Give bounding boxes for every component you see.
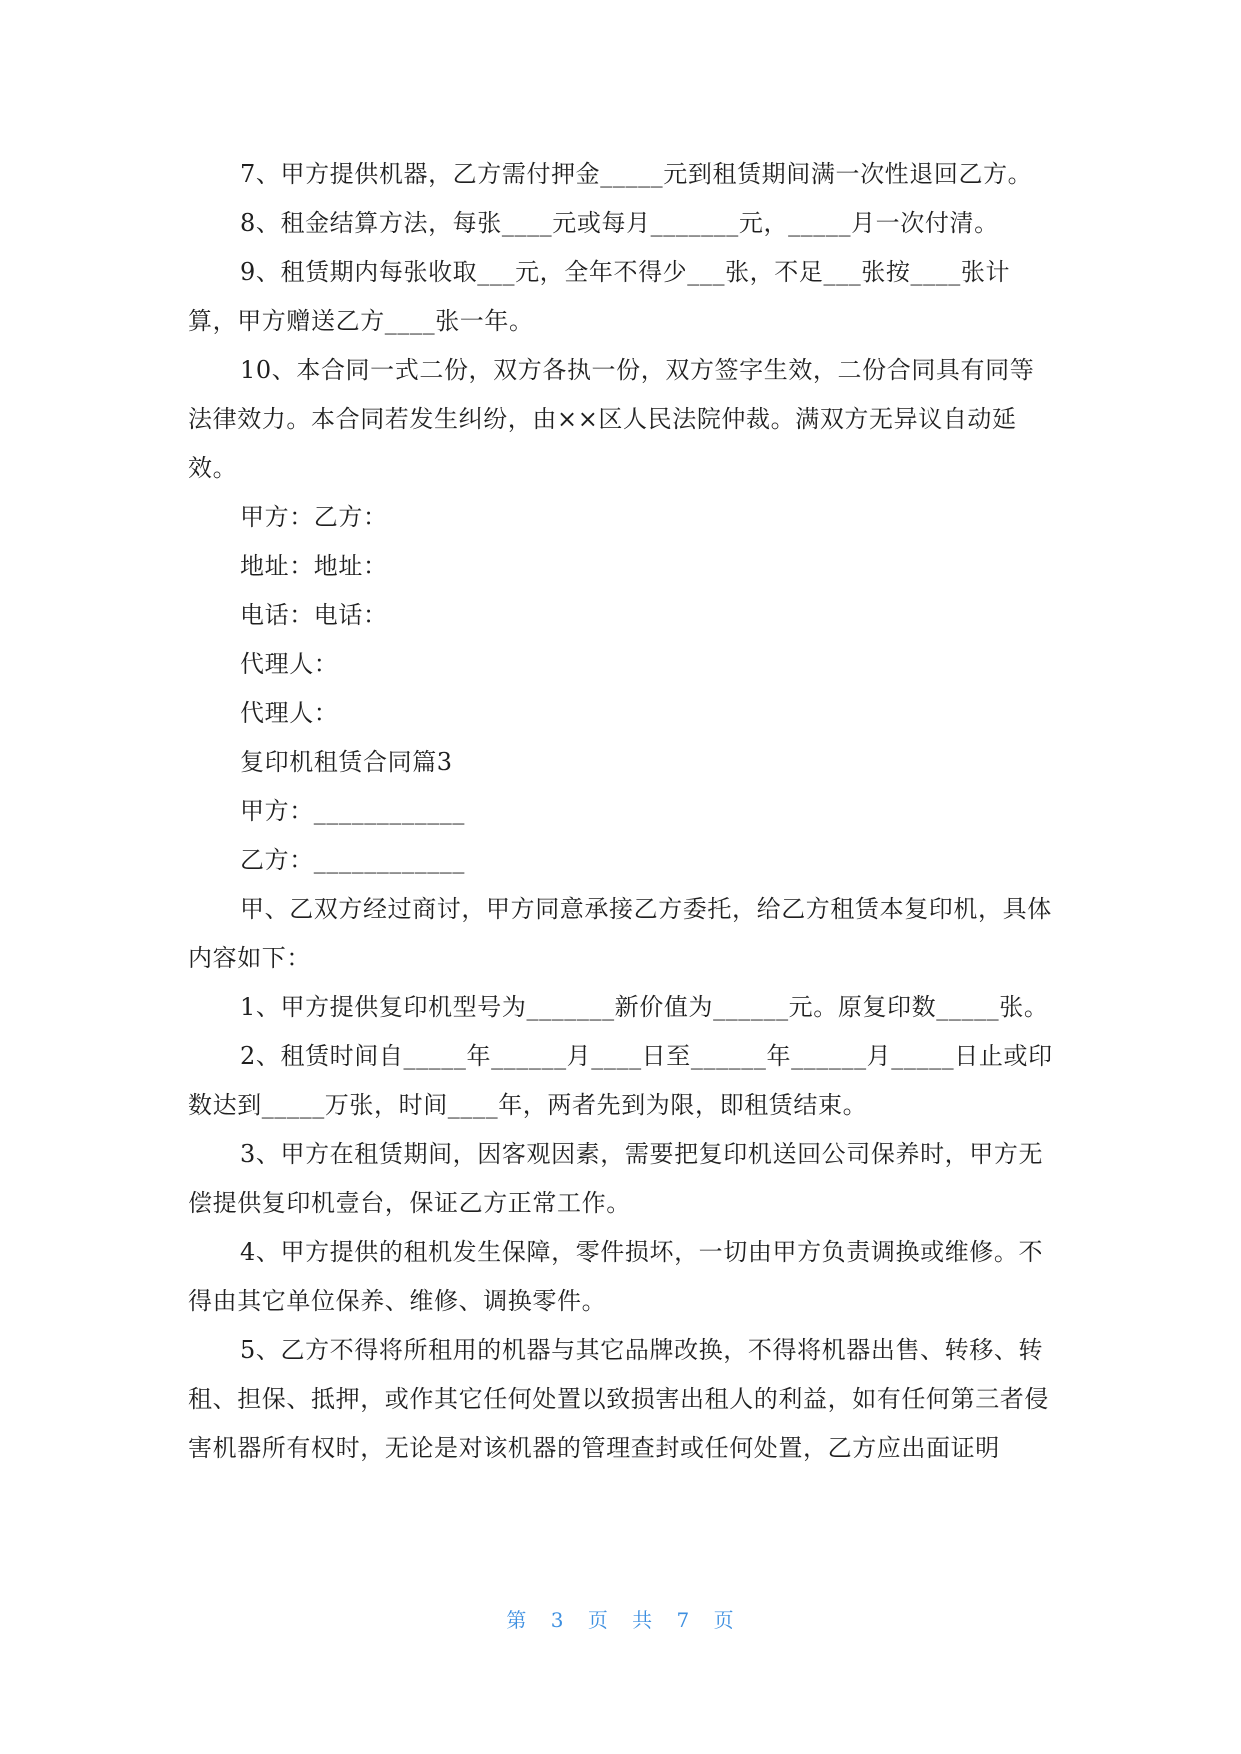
footer-word: 共 <box>632 1608 654 1632</box>
footer-word: 第 <box>506 1608 528 1632</box>
party-b-line: 乙方：____________ <box>240 846 465 874</box>
signature-agent-line: 代理人： <box>240 699 339 727</box>
footer-word: 页 <box>713 1608 735 1632</box>
party-a-line: 甲方：____________ <box>240 797 465 825</box>
signature-address-line: 地址：地址： <box>240 552 388 580</box>
paragraph-clause-10: 10、本合同一式二份，双方各执一份，双方签字生效，二份合同具有同等法律效力。本合同若发生纠纷，由××区人民法院仲裁。满双方无异议自动延效。 <box>188 356 1035 482</box>
signature-agent-line: 代理人： <box>240 650 339 678</box>
paragraph-clause-8: 8、租金结算方法，每张____元或每月_______元，_____月一次付清。 <box>240 209 999 237</box>
signature-phone-line: 电话：电话： <box>240 601 388 629</box>
footer-word: 页 <box>587 1608 609 1632</box>
section-heading: 复印机租赁合同篇3 <box>240 748 453 776</box>
paragraph-clause-1: 1、甲方提供复印机型号为_______新价值为______元。原复印数_____张。 <box>240 993 1049 1021</box>
paragraph-clause-3: 3、甲方在租赁期间，因客观因素，需要把复印机送回公司保养时，甲方无偿提供复印机壹台，保证乙方正常工作。 <box>188 1140 1044 1217</box>
paragraph-clause-2: 2、租赁时间自_____年______月____日至______年______月_____日止或印数达到_____万张，时间____年，两者先到为限，即租赁结束。 <box>188 1042 1053 1119</box>
page-footer <box>0 1604 1241 1633</box>
footer-page-number: 3 <box>550 1608 565 1632</box>
paragraph-clause-4: 4、甲方提供的租机发生保障，零件损坏，一切由甲方负责调换或维修。不得由其它单位保养、维修、调换零件。 <box>188 1238 1044 1315</box>
signature-party-line: 甲方：乙方： <box>240 503 388 531</box>
footer-total-pages: 7 <box>676 1608 691 1632</box>
document-body <box>188 150 1054 1473</box>
paragraph-clause-7: 7、甲方提供机器，乙方需付押金_____元到租赁期间满一次性退回乙方。 <box>240 160 1033 188</box>
intro-paragraph: 甲、乙双方经过商讨，甲方同意承接乙方委托，给乙方租赁本复印机，具体内容如下： <box>188 895 1052 972</box>
paragraph-clause-9: 9、租赁期内每张收取___元，全年不得少___张，不足___张按____张计算，甲方赠送乙方____张一年。 <box>188 258 1011 335</box>
paragraph-clause-5: 5、乙方不得将所租用的机器与其它品牌改换，不得将机器出售、转移、转租、担保、抵押，或作其它任何处置以致损害出租人的利益，如有任何第三者侵害机器所有权时，无论是对该机器的管理查封或任何处置，乙方应出面证明 <box>188 1336 1049 1462</box>
